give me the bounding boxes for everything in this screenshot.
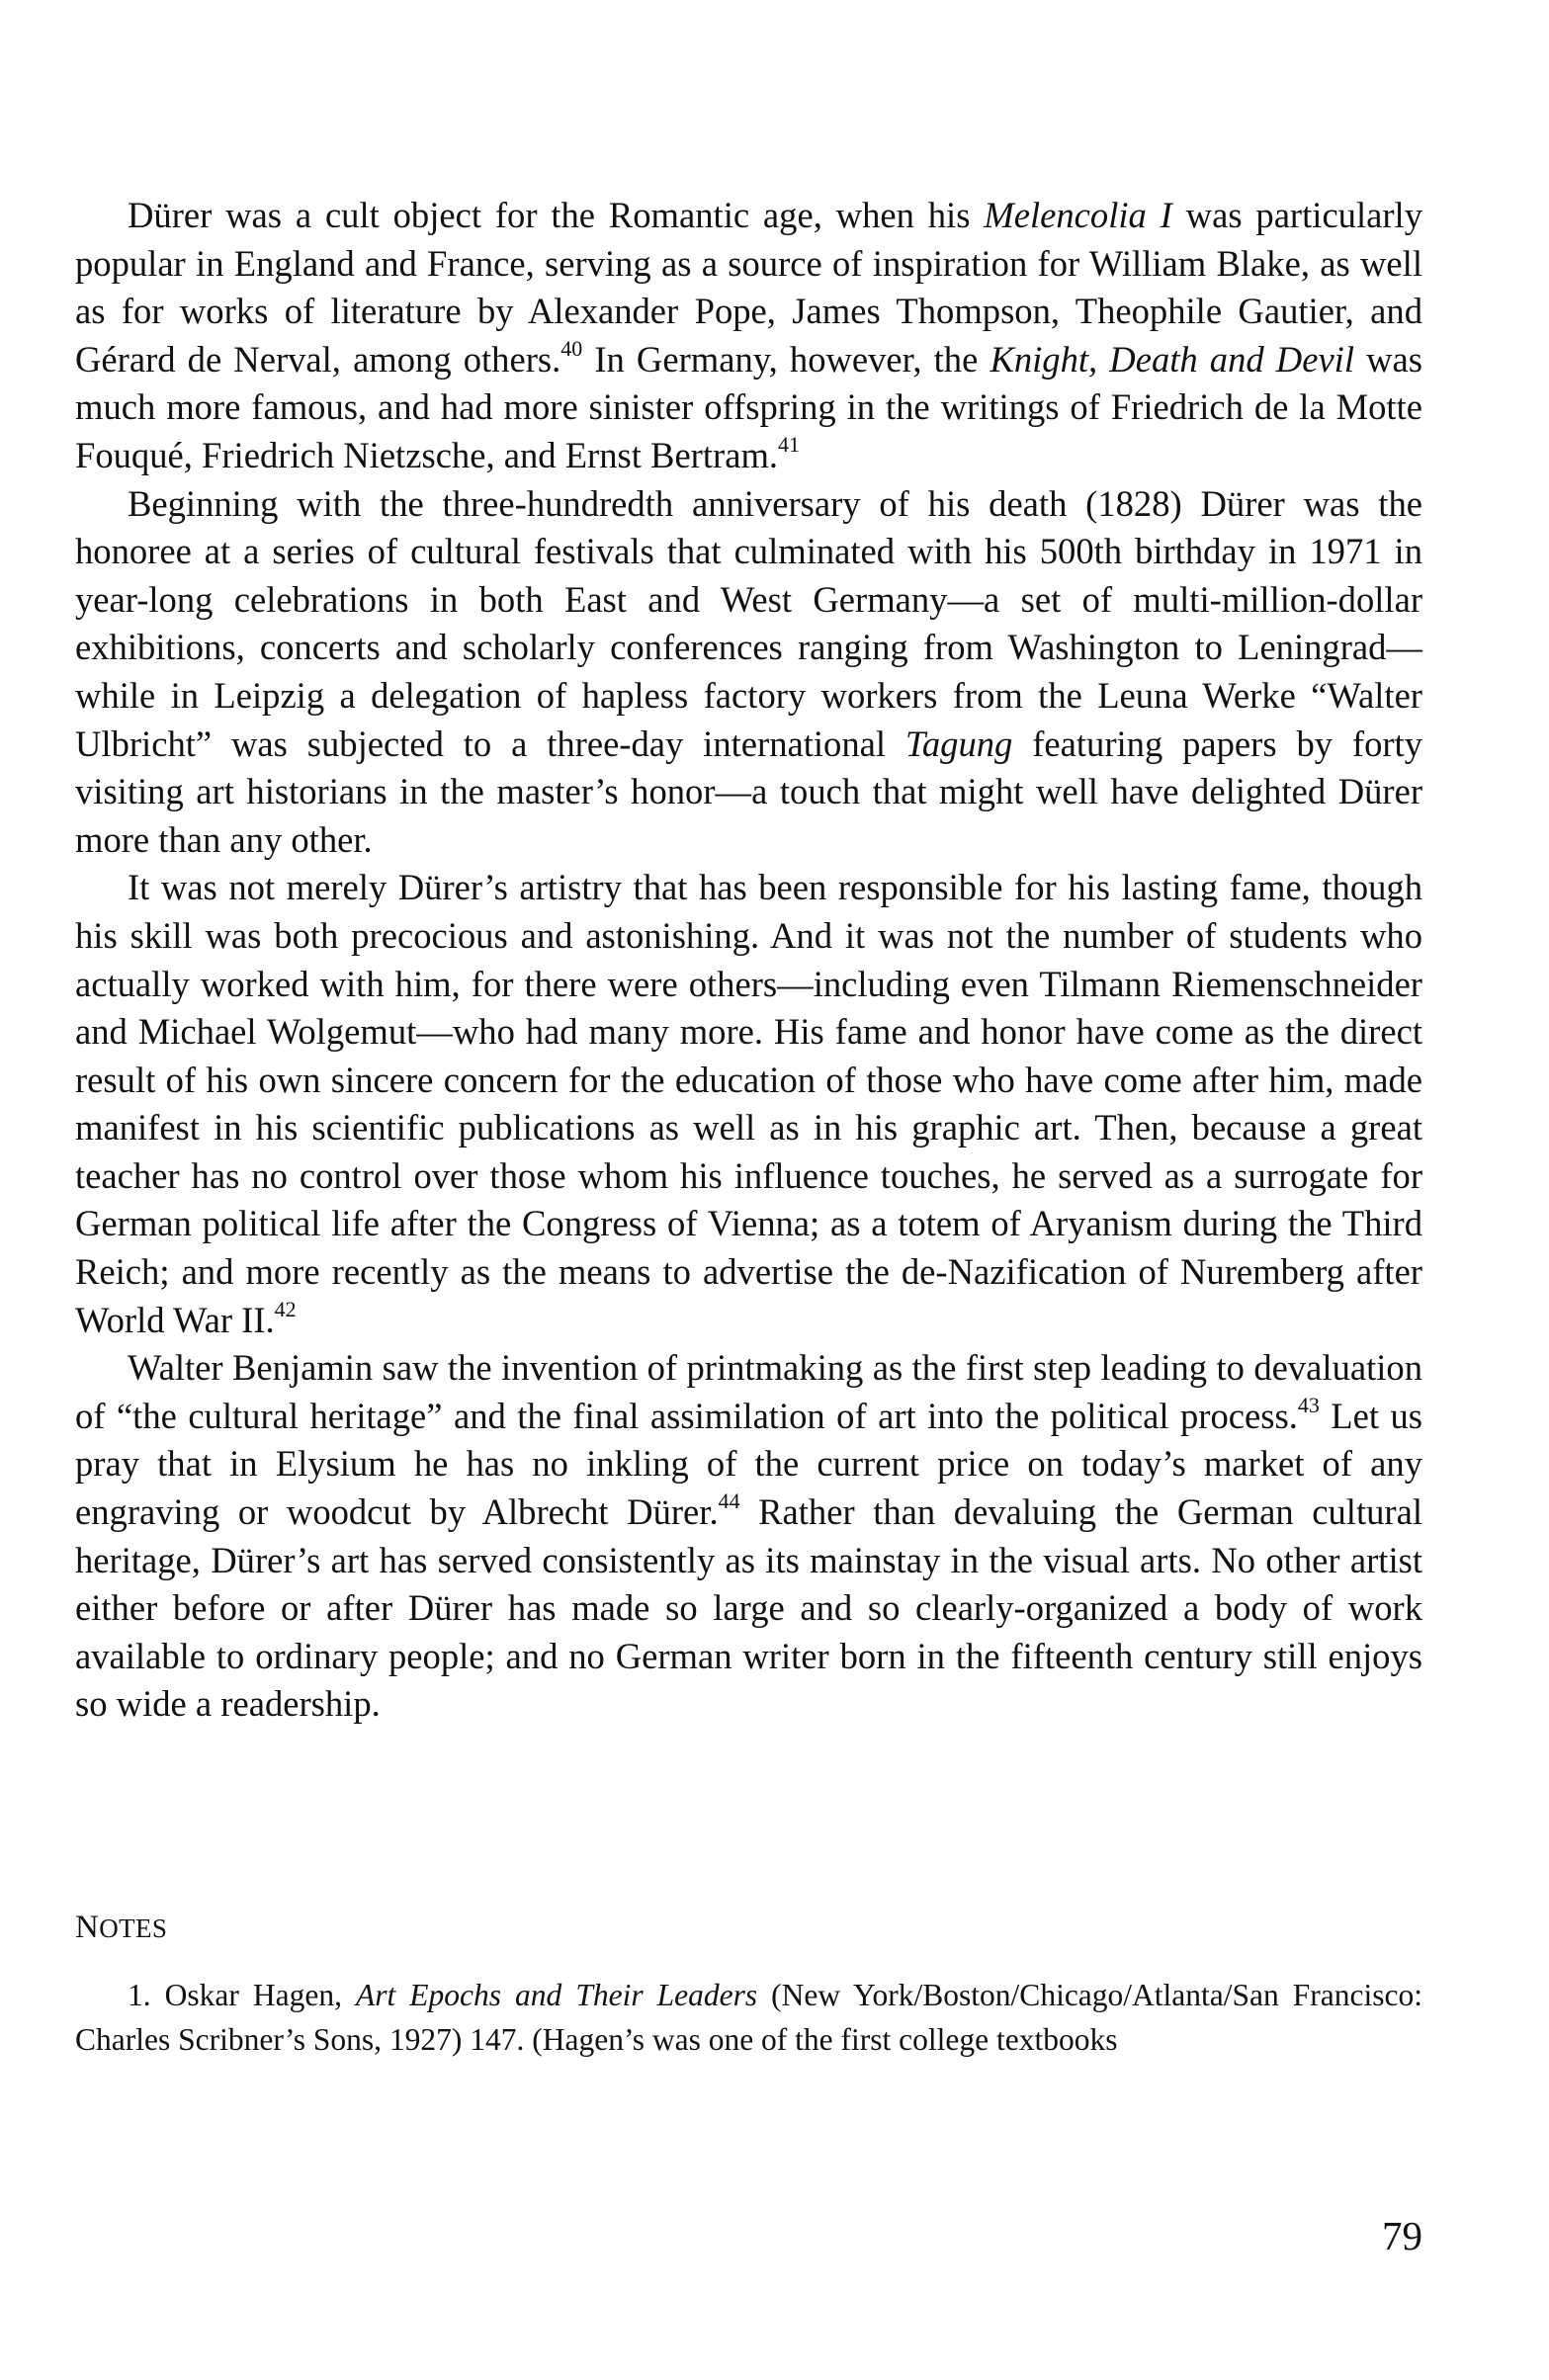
- notes-heading: [75, 1910, 167, 1946]
- text-run: Rather than devaluing the German cultural heritage, Dürer’s art has served consistently as its mainstay in the visual arts. No other artist either before or after Dürer has made so large and so clearly-organized a body of work available to ordinary people; and no German writer born in the fifteenth century still enjoys so wide a readership.: [75, 1491, 1422, 1725]
- text-run: Dürer was a cult object for the Romantic age, when his: [128, 195, 985, 235]
- text-run: was much more famous, and had more sinister offspring in the writings of Friedrich de la Motte Fouqué, Friedrich Nietzsche, and Ernst Bertram.: [75, 338, 1423, 475]
- italic-title: Melencolia I: [984, 195, 1172, 235]
- paragraph: [75, 192, 1422, 480]
- text-run: Walter Benjamin saw the invention of printmaking as the first step leading to devaluation of “the cultural heritage” and the final assimilation of art into the political process.: [75, 1347, 1422, 1436]
- footnote-ref: 44: [718, 1488, 740, 1514]
- paragraph: [75, 864, 1422, 1344]
- paragraph: [75, 480, 1422, 865]
- text-run: It was not merely Dürer’s artistry that has been responsible for his lasting fame, though his skill was both precocious and astonishing. And it was not the number of students who actually worked with him, for there were others—including even Tilmann Riemenschneider and Michael Wolgemut—who had many more. His fame and honor have come as the direct result of his own sincere concern for the education of those who have come after him, made manifest in his scientific publications as well as in his graphic art. Then, because a great teacher has no control over those whom his influence touches, he served as a surrogate for German political life after the Congress of Vienna; as a totem of Aryanism during the Third Reich; and more recently as the means to advertise the de-Nazification of Nuremberg after World War II.: [75, 867, 1422, 1340]
- notes-heading-initial: N: [75, 1910, 100, 1945]
- footnote-ref: 42: [274, 1296, 297, 1321]
- italic-title: Knight, Death and Devil: [990, 338, 1355, 380]
- footnote-ref: 40: [560, 335, 583, 361]
- page-number: 79: [1382, 2213, 1422, 2258]
- text-run: featuring papers by forty visiting art historians in the master’s honor—a touch that might well have delighted Dürer more than any other.: [75, 722, 1422, 860]
- text-run: Let us pray that in Elysium he has no inkling of the current price on today’s market of any engraving or woodcut by Albrecht Dürer.: [75, 1395, 1422, 1533]
- footnote-1: [75, 1973, 1422, 2062]
- paragraph: [75, 1344, 1422, 1729]
- text-run: 1. Oskar Hagen,: [128, 1978, 357, 2012]
- text-run: Beginning with the three-hundredth anniversary of his death (1828) Dürer was the honoree at a series of cultural festivals that culminated with his 500th birthday in 1971 in year-long celebrations in both East and West Germany—a set of multi-million-dollar exhibitions, concerts and scholarly conferences ranging from Washington to Leningrad—while in Leipzig a delegation of hapless factory workers from the Leuna Werke “Walter Ulbricht” was subjected to a three-day international: [75, 482, 1422, 764]
- text-run: was particularly popular in England and France, serving as a source of inspiration for William Blake, as well as for works of literature by Alexander Pope, James Thompson, Theophile Gautier, and Gérard de Nerval, among others.: [75, 195, 1422, 380]
- text-run: In Germany, however, the: [582, 338, 990, 380]
- footnote-ref: 43: [1297, 1393, 1320, 1418]
- body-text: [75, 192, 1422, 1729]
- notes-heading-rest: OTES: [99, 1913, 168, 1943]
- italic-title: Art Epochs and Their Leaders: [356, 1978, 758, 2012]
- footnote-ref: 41: [778, 432, 800, 458]
- text-run: (New York/Boston/Chicago/Atlanta/San Francisco: Charles Scribner’s Sons, 1927) 147. (Hagen’s was one of the first college textbooks: [75, 1978, 1422, 2057]
- italic-title: Tagung: [904, 722, 1013, 764]
